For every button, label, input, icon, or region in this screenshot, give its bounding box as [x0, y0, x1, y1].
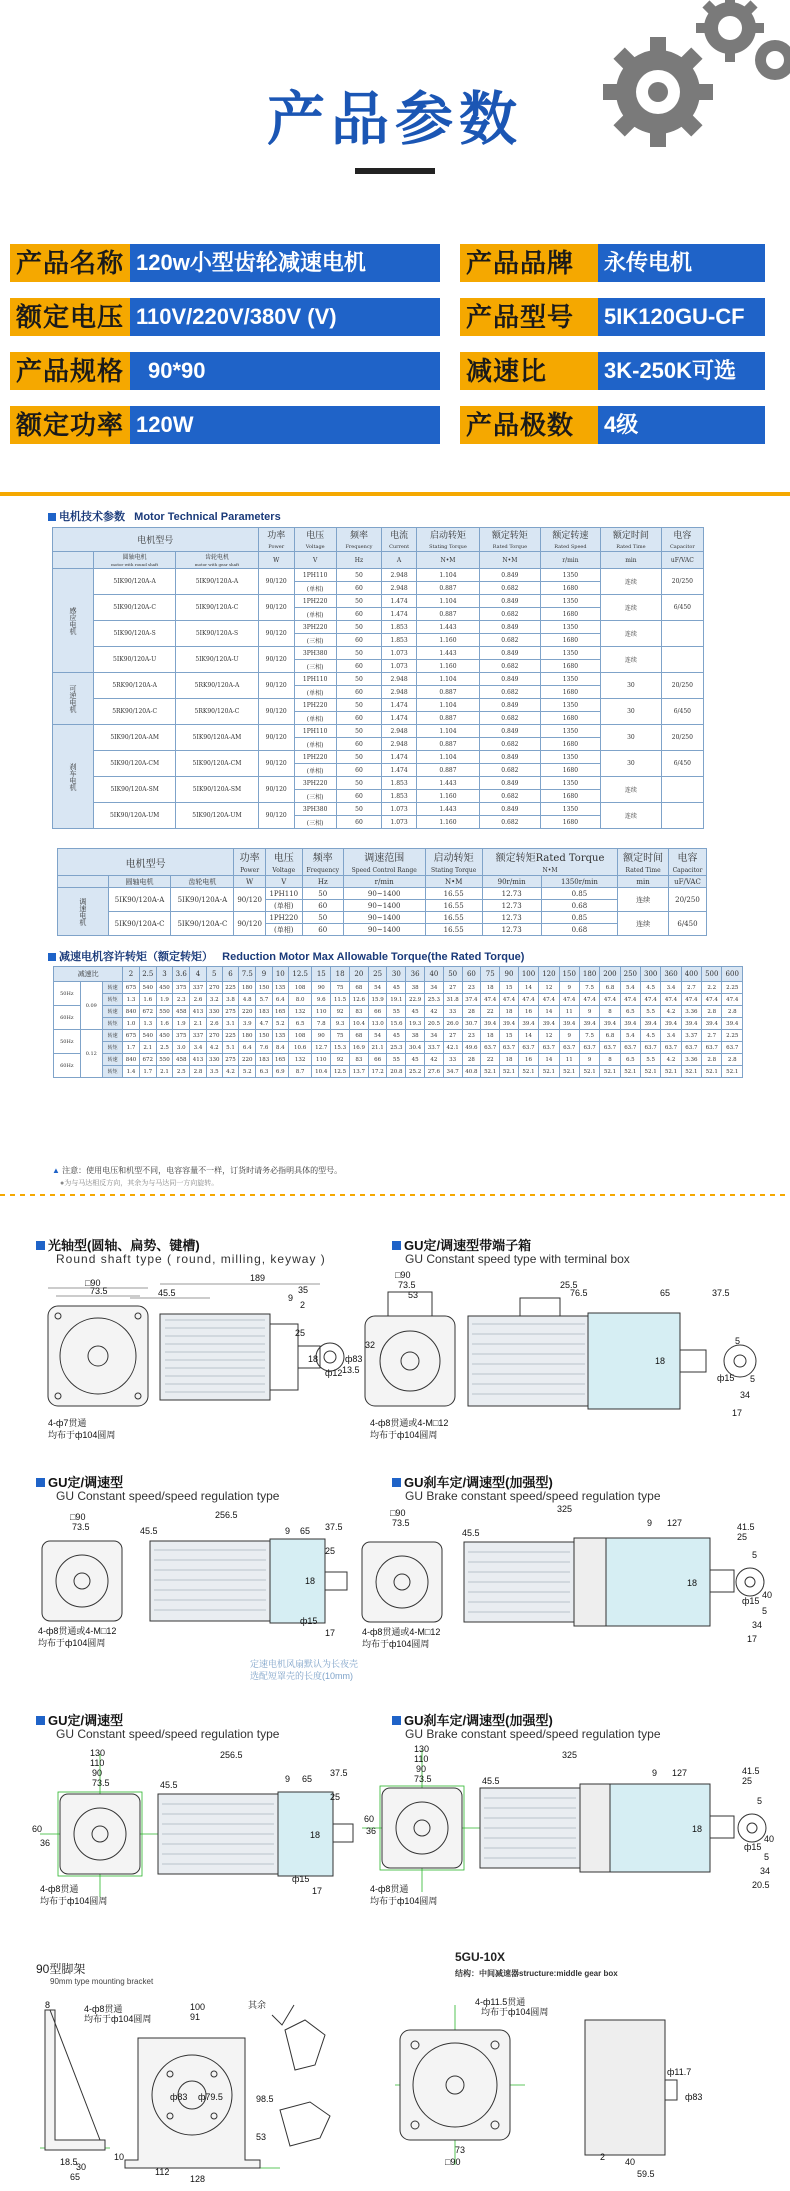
svg-text:127: 127: [667, 1518, 683, 1528]
svg-text:4-ф8贯通: 4-ф8贯通: [40, 1884, 79, 1894]
motor-table-title: 电机技术参数 Motor Technical Parameters: [48, 508, 281, 524]
svg-text:20.5: 20.5: [752, 1880, 770, 1890]
svg-text:73: 73: [455, 2145, 466, 2155]
table-row: (单相) 60 90~1400 16.55 12.73 0.68: [58, 900, 707, 912]
svg-text:ф83: ф83: [345, 1354, 363, 1364]
table-row: (单相) 60 2.948 0.887 0.682 1680: [53, 582, 704, 595]
table-note-2: ●为与马达相反方向，其余为与马达同一方向旋转。: [60, 1180, 219, 1187]
svg-text:189: 189: [250, 1273, 266, 1283]
svg-text:110: 110: [414, 1754, 429, 1764]
table-row: 可逆电机 5RK90/120A-A 5RK90/120A-A 90/120 1PH110 50 2.948 1.104 0.849 1350 30 20/250: [53, 673, 704, 686]
svg-text:37.5: 37.5: [712, 1288, 730, 1298]
drawing-title: 光轴型(圆轴、扁势、键槽): [36, 1235, 200, 1254]
svg-text:均布于ф104圆周: 均布于ф104圆周: [40, 1896, 108, 1906]
spec-label: 产品极数: [460, 406, 598, 444]
svg-text:73.5: 73.5: [414, 1774, 432, 1784]
svg-text:9: 9: [288, 1293, 294, 1303]
svg-text:40: 40: [625, 2157, 636, 2167]
svg-text:4-ф11.5贯通: 4-ф11.5贯通: [475, 1997, 526, 2007]
table-row: 60Hz 转速 840 672 550 458 413 330 275 220 183 165 132 110 92 83 66 55 45 42 33 28 22 18 16 14 11 9 8 6.5 5.5 4.2 3.36 2.8 2.8: [54, 1006, 743, 1018]
drawing-title: GU刹车定/调速型(加强型): [392, 1472, 553, 1491]
table-row: (单相) 60 90~1400 16.55 12.73 0.68: [58, 924, 707, 936]
col-header: 额定时间 Rated Time: [618, 849, 669, 876]
svg-text:130: 130: [414, 1744, 430, 1754]
svg-text:5: 5: [752, 1550, 758, 1560]
speed-control-table: 电机型号 功率 Power 电压 Voltage 频率 Frequency 调速范围 Speed Control Range 启动转矩 Stating Torque 额定转矩Rated Torque N•M 额定时间 Rated Time 电容 Capacitor 圆轴电机 齿轮电机 W V Hz r/min N•M 90r/min 1350r/min min uF/VAC 调速电机 5IK90/120A-A 5IK90/120A-A 90/120 1PH110 50 90~1400 16.55 12.73 0.85 连续 20/250 (单相) 60 90~1400 16.55 12.73 0.68 5IK90/120A-C 5IK90/120A-C 90/120 1PH220 50 90~1400 16.55 12.73 0.85 连续 6/450 (单相) 60 90~1400 16.55 12.73 0.68: [57, 848, 707, 936]
svg-text:36: 36: [366, 1826, 377, 1836]
ratio-header: 180: [579, 967, 599, 982]
ratio-header: 300: [641, 967, 661, 982]
svg-text:32: 32: [365, 1340, 376, 1350]
group-label: 调速电机: [58, 888, 109, 936]
svg-text:34: 34: [752, 1620, 763, 1630]
group-label: 可逆电机: [53, 673, 94, 725]
torque-table: [53, 966, 743, 1078]
svg-text:17: 17: [732, 1408, 743, 1418]
bracket-subtitle: 90mm type mounting bracket: [50, 1977, 154, 1986]
svg-text:18: 18: [308, 1354, 319, 1364]
svg-text:ф83: ф83: [170, 2092, 188, 2102]
svg-text:34: 34: [760, 1866, 771, 1876]
col-header: 电压 Voltage: [294, 528, 336, 552]
col-unit: Hz: [336, 552, 382, 569]
ratio-header: 7.5: [239, 967, 256, 982]
svg-text:73.5: 73.5: [72, 1522, 90, 1532]
svg-text:65: 65: [302, 1774, 313, 1784]
ratio-header: 250: [620, 967, 640, 982]
svg-text:325: 325: [562, 1750, 578, 1760]
spec-label: 产品品牌: [460, 244, 598, 282]
svg-text:30: 30: [76, 2162, 87, 2172]
ratio-header: 20: [349, 967, 368, 982]
table-row: 转矩 1.7 2.1 2.5 3.0 3.4 4.2 5.1 6.4 7.6 8.4 10.6 12.7 15.3 16.9 21.1 25.3 30.4 33.7 42.1 49.6 63.7 63.7 63.7 63.7 63.7 63.7 63.7 63.7 63.7 63.7 63.7 63.7 63.7: [54, 1042, 743, 1054]
ratio-header: 36: [406, 967, 425, 982]
ratio-header: 15: [312, 967, 331, 982]
svg-text:4-ф7贯通: 4-ф7贯通: [48, 1418, 87, 1428]
svg-text:18: 18: [687, 1578, 698, 1588]
spec-value: 3K-250K可选: [598, 352, 765, 390]
spec-value: 4级: [598, 406, 765, 444]
svg-text:53: 53: [408, 1290, 419, 1300]
svg-text:5: 5: [764, 1852, 770, 1862]
ratio-header: 40: [425, 967, 444, 982]
col-header: 频率 Frequency: [302, 849, 343, 876]
ratio-header: 25: [368, 967, 387, 982]
ratio-header: 360: [661, 967, 681, 982]
svg-text:5: 5: [735, 1336, 741, 1346]
table-row: (单相) 60 1.474 0.887 0.682 1680: [53, 764, 704, 777]
svg-text:65: 65: [300, 1526, 311, 1536]
ratio-header: 2: [123, 967, 139, 982]
svg-text:18.5: 18.5: [60, 2157, 78, 2167]
svg-text:13.5: 13.5: [342, 1365, 360, 1375]
table-row: (三相) 60 1.853 1.160 0.682 1680: [53, 790, 704, 803]
ratio-header: 150: [559, 967, 579, 982]
ratio-header: 120: [539, 967, 559, 982]
ratio-header: 5: [206, 967, 222, 982]
col-header: 启动转矩 Stating Torque: [416, 528, 479, 552]
svg-text:18: 18: [692, 1824, 703, 1834]
spec-value: 110V/220V/380V (V): [130, 298, 440, 336]
col-unit: W: [258, 552, 294, 569]
col-header: 电容 Capacitor: [668, 849, 706, 876]
spec-label: 产品规格: [10, 352, 130, 390]
drawing-bracket: [30, 1990, 340, 2185]
col-header: 调速范围 Speed Control Range: [343, 849, 425, 876]
svg-text:10: 10: [114, 2152, 125, 2162]
svg-text:40: 40: [764, 1834, 775, 1844]
table-row: (单相) 60 2.948 0.887 0.682 1680: [53, 738, 704, 751]
drawing-subtitle: GU Brake constant speed/speed regulation type: [405, 1727, 661, 1741]
ratio-header: 10: [272, 967, 288, 982]
ratio-header: 500: [702, 967, 722, 982]
gearbox-subtitle: 结构：中间减速器structure:middle gear box: [455, 1969, 618, 1978]
col-header: 电机型号: [58, 849, 234, 876]
svg-text:73.5: 73.5: [398, 1280, 416, 1290]
svg-text:□90: □90: [85, 1278, 101, 1288]
divider: [0, 492, 790, 496]
table-row: 感应电机 5IK90/120A-A 5IK90/120A-A 90/120 1PH110 50 2.948 1.104 0.849 1350 连续 20/250: [53, 569, 704, 582]
spec-row: [460, 352, 765, 390]
svg-text:ф15: ф15: [300, 1616, 318, 1626]
col-header: 电容 Capacitor: [661, 528, 703, 552]
ratio-header: 400: [681, 967, 701, 982]
table-row: 转矩 1.4 1.7 2.1 2.5 2.8 3.5 4.2 5.2 6.3 6.9 8.7 10.4 12.5 13.7 17.2 20.8 25.2 27.6 34.7 40.8 52.1 52.1 52.1 52.1 52.1 52.1 52.1 52.1 52.1 52.1 52.1 52.1 52.1: [54, 1066, 743, 1078]
svg-text:4-ф8贯通: 4-ф8贯通: [370, 1884, 409, 1894]
svg-text:256.5: 256.5: [215, 1510, 238, 1520]
svg-text:35: 35: [298, 1285, 309, 1295]
motor-spec-table: [52, 527, 704, 829]
svg-text:59.5: 59.5: [637, 2169, 655, 2179]
drawing-subtitle: GU Brake constant speed/speed regulation type: [405, 1489, 661, 1503]
svg-text:256.5: 256.5: [220, 1750, 243, 1760]
svg-text:5: 5: [750, 1374, 756, 1384]
table-row: 刹车电机 5IK90/120A-AM 5IK90/120A-AM 90/120 1PH110 50 2.948 1.104 0.849 1350 30 20/250: [53, 725, 704, 738]
drawing-title: GU定/调速型带端子箱: [392, 1235, 531, 1254]
ratio-header: 3.6: [173, 967, 190, 982]
svg-text:25: 25: [737, 1532, 748, 1542]
col-header: 减速比: [54, 967, 123, 982]
col-header: 额定时间 Rated Time: [601, 528, 662, 552]
table-row: 调速电机 5IK90/120A-A 5IK90/120A-A 90/120 1PH110 50 90~1400 16.55 12.73 0.85 连续 20/250: [58, 888, 707, 900]
drawing-brake: [352, 1500, 782, 1660]
ratio-header: 6: [222, 967, 238, 982]
svg-text:76.5: 76.5: [570, 1288, 588, 1298]
svg-text:25: 25: [742, 1776, 753, 1786]
drawing-brake-2: [362, 1742, 782, 1912]
svg-text:18: 18: [655, 1356, 666, 1366]
svg-text:25: 25: [295, 1328, 306, 1338]
ratio-header: 90: [500, 967, 519, 982]
spec-panel: [0, 236, 790, 454]
svg-text:17: 17: [312, 1886, 323, 1896]
svg-text:均布于ф104圆周: 均布于ф104圆周: [48, 1430, 116, 1440]
ratio-header: 3: [156, 967, 172, 982]
svg-text:ф11.7: ф11.7: [667, 2067, 692, 2077]
spec-label: 额定电压: [10, 298, 130, 336]
svg-text:91: 91: [190, 2012, 201, 2022]
table-note: ▲ 注意：使用电压和机型不同，电容容量不一样，订货时请务必指明具体的型号。: [52, 1166, 343, 1175]
svg-text:45.5: 45.5: [462, 1528, 480, 1538]
ratio-header: 30: [387, 967, 406, 982]
col-subheader: 齿轮电机 motor with gear shaft: [176, 552, 258, 569]
svg-text:均布于ф104圆周: 均布于ф104圆周: [370, 1430, 438, 1440]
svg-text:2: 2: [300, 1300, 306, 1310]
table-row: 5IK90/120A-C 5IK90/120A-C 90/120 1PH220 50 1.474 1.104 0.849 1350 连续 6/450: [53, 595, 704, 608]
spec-row: [10, 352, 440, 390]
svg-text:65: 65: [70, 2172, 81, 2182]
spec-label: 产品型号: [460, 298, 598, 336]
svg-text:□90: □90: [395, 1270, 411, 1280]
spec-row: [10, 406, 440, 444]
table-row: 5IK90/120A-UM 5IK90/120A-UM 90/120 3PH380 50 1.073 1.443 0.849 1350 连续: [53, 803, 704, 816]
col-header: 额定转矩 Rated Torque: [480, 528, 541, 552]
spec-label: 产品名称: [10, 244, 130, 282]
col-header: 额定转速 Rated Speed: [540, 528, 601, 552]
svg-text:均布于ф104圆周: 均布于ф104圆周: [84, 2014, 152, 2024]
svg-text:9: 9: [647, 1518, 653, 1528]
group-label: 感应电机: [53, 569, 94, 673]
svg-text:ф15: ф15: [292, 1874, 310, 1884]
fan-note: 定速电机风扇默认为长夜壳 选配短罩壳的长度(10mm): [250, 1659, 359, 1681]
ratio-header: 100: [518, 967, 538, 982]
svg-text:45.5: 45.5: [140, 1526, 158, 1536]
svg-text:均布于ф104圆周: 均布于ф104圆周: [370, 1896, 438, 1906]
col-unit: V: [294, 552, 336, 569]
col-unit: r/min: [540, 552, 601, 569]
col-header: 功率 Power: [234, 849, 266, 876]
svg-text:18: 18: [310, 1830, 321, 1840]
svg-text:40: 40: [762, 1590, 773, 1600]
page-title: 产品参数: [266, 87, 523, 152]
svg-text:均布于ф104圆周: 均布于ф104圆周: [362, 1639, 430, 1649]
spec-row: [460, 244, 765, 282]
svg-text:18: 18: [305, 1576, 316, 1586]
drawing-round-shaft: [40, 1268, 363, 1446]
svg-text:ф15: ф15: [742, 1596, 760, 1606]
svg-text:17: 17: [325, 1628, 336, 1638]
col-header: 启动转矩 Stating Torque: [425, 849, 482, 876]
svg-text:4-ф8贯通或4-M□12: 4-ф8贯通或4-M□12: [370, 1418, 449, 1428]
svg-text:4-ф8贯通: 4-ф8贯通: [84, 2004, 123, 2014]
svg-text:36: 36: [40, 1838, 51, 1848]
title-underline: [355, 168, 435, 174]
table-row: 转矩 1.3 1.6 1.9 2.3 2.6 3.2 3.8 4.8 5.7 6.4 8.0 9.6 11.5 12.6 15.9 19.1 22.9 25.3 31.8 37.4 47.4 47.4 47.4 47.4 47.4 47.4 47.4 47.4 47.4 47.4 47.4 47.4 47.4: [54, 994, 743, 1006]
drawing-constant-speed-2: [30, 1742, 360, 1912]
svg-text:ф12: ф12: [325, 1368, 343, 1378]
svg-text:73.5: 73.5: [90, 1286, 108, 1296]
svg-text:25: 25: [325, 1546, 336, 1556]
col-header: 频率 Frequency: [336, 528, 382, 552]
svg-text:均布于ф104圆周: 均布于ф104圆周: [481, 2007, 549, 2017]
svg-text:9: 9: [285, 1774, 291, 1784]
svg-text:37.5: 37.5: [325, 1522, 343, 1532]
svg-text:37.5: 37.5: [330, 1768, 348, 1778]
svg-text:5: 5: [757, 1796, 763, 1806]
spec-value: 永传电机: [598, 244, 765, 282]
svg-text:60: 60: [32, 1824, 43, 1834]
svg-text:□90: □90: [390, 1508, 406, 1518]
table-row: 5IK90/120A-U 5IK90/120A-U 90/120 3PH380 50 1.073 1.443 0.849 1350 连续: [53, 647, 704, 660]
svg-text:325: 325: [557, 1504, 573, 1514]
ratio-header: 18: [331, 967, 350, 982]
table-row: 转矩 1.0 1.3 1.6 1.9 2.1 2.6 3.1 3.9 4.7 5.2 6.5 7.8 9.3 10.4 13.0 15.6 19.3 20.5 26.0 30.7 39.4 39.4 39.4 39.4 39.4 39.4 39.4 39.4 39.4 39.4 39.4 39.4 39.4: [54, 1018, 743, 1030]
ratio-header: 75: [481, 967, 500, 982]
svg-text:90: 90: [92, 1768, 103, 1778]
bracket-title: 90型脚架: [36, 1962, 86, 1976]
drawing-constant-speed: [30, 1506, 360, 1656]
spec-value: 120w小型齿轮减速电机: [130, 244, 440, 282]
spec-value: 120W: [130, 406, 440, 444]
spec-label: 减速比: [460, 352, 598, 390]
col-header: 电流 Current: [382, 528, 416, 552]
svg-text:98.5: 98.5: [256, 2094, 274, 2104]
table-row: (三相) 60 1.073 1.160 0.682 1680: [53, 816, 704, 829]
svg-text:4-ф8贯通或4-M□12: 4-ф8贯通或4-M□12: [38, 1626, 117, 1636]
table-row: 5IK90/120A-SM 5IK90/120A-SM 90/120 3PH220 50 1.853 1.443 0.849 1350 连续: [53, 777, 704, 790]
table-row: (单相) 60 1.474 0.887 0.682 1680: [53, 608, 704, 621]
svg-text:8: 8: [45, 2000, 51, 2010]
svg-text:41.5: 41.5: [737, 1522, 755, 1532]
drawing-subtitle: GU Constant speed/speed regulation type: [56, 1727, 280, 1741]
svg-text:73.5: 73.5: [392, 1518, 410, 1528]
svg-text:41.5: 41.5: [742, 1766, 760, 1776]
group-label: 刹车电机: [53, 725, 94, 829]
svg-text:□90: □90: [70, 1512, 86, 1522]
col-unit: min: [601, 552, 662, 569]
drawing-subtitle: GU Constant speed type with terminal box: [405, 1252, 630, 1266]
svg-text:127: 127: [672, 1768, 688, 1778]
col-unit: uF/VAC: [661, 552, 703, 569]
table-row: (三相) 60 1.073 1.160 0.682 1680: [53, 660, 704, 673]
svg-text:60: 60: [364, 1814, 375, 1824]
svg-text:90: 90: [416, 1764, 427, 1774]
svg-text:25.5: 25.5: [560, 1280, 578, 1290]
svg-text:130: 130: [90, 1748, 106, 1758]
col-unit: N•M: [416, 552, 479, 569]
table-row: 5IK90/120A-CM 5IK90/120A-CM 90/120 1PH220 50 1.474 1.104 0.849 1350 30 6/450: [53, 751, 704, 764]
svg-text:45.5: 45.5: [158, 1288, 176, 1298]
svg-text:ф15: ф15: [717, 1373, 735, 1383]
col-header: 电机型号: [53, 528, 259, 552]
svg-text:2: 2: [600, 2152, 606, 2162]
svg-text:ф83: ф83: [685, 2092, 703, 2102]
dotted-divider: [0, 1194, 790, 1196]
col-header: 电压 Voltage: [265, 849, 302, 876]
svg-text:73.5: 73.5: [92, 1778, 110, 1788]
svg-text:110: 110: [90, 1758, 105, 1768]
table-row: 60Hz 转速 840 672 550 458 413 330 275 220 183 165 132 110 92 83 66 55 45 42 33 28 22 18 16 14 11 9 8 6.5 5.5 4.2 3.36 2.8 2.8: [54, 1054, 743, 1066]
col-subheader: 圆轴电机 motor with round shaft: [94, 552, 176, 569]
svg-text:53: 53: [256, 2132, 267, 2142]
svg-text:4-ф8贯通或4-M□12: 4-ф8贯通或4-M□12: [362, 1627, 441, 1637]
ratio-header: 600: [722, 967, 743, 982]
svg-text:均布于ф104圆周: 均布于ф104圆周: [38, 1638, 106, 1648]
table-row: (三相) 60 1.853 1.160 0.682 1680: [53, 634, 704, 647]
table-row: 5IK90/120A-C 5IK90/120A-C 90/120 1PH220 50 90~1400 16.55 12.73 0.85 连续 6/450: [58, 912, 707, 924]
spec-row: [460, 406, 765, 444]
table-row: 5IK90/120A-S 5IK90/120A-S 90/120 3PH220 50 1.853 1.443 0.849 1350 连续: [53, 621, 704, 634]
col-unit: A: [382, 552, 416, 569]
table-row: 50Hz 0.12 转速 675 540 450 375 337 270 225 180 150 135 108 90 75 68 54 45 38 34 27 23 18 15 14 12 9 7.5 6.8 5.4 4.5 3.4 3.37 2.7 2.25: [54, 1030, 743, 1042]
svg-text:9: 9: [285, 1526, 291, 1536]
spec-value: 5IK120GU-CF: [598, 298, 765, 336]
svg-text:100: 100: [190, 2002, 206, 2012]
col-unit: N•M: [480, 552, 541, 569]
spec-row: [10, 298, 440, 336]
drawing-subtitle: Round shaft type ( round, milling, keyway ): [56, 1252, 326, 1266]
svg-text:34: 34: [740, 1390, 751, 1400]
table-row: (单相) 60 1.474 0.887 0.682 1680: [53, 712, 704, 725]
drawing-gearbox: [395, 1985, 785, 2185]
table-row: 50Hz 0.09 转速 675 540 450 375 337 270 225 180 150 135 108 90 75 68 54 45 38 34 27 23 18 15 14 12 9 7.5 6.8 5.4 4.5 3.4 2.7 2.2 2.25: [54, 982, 743, 994]
ratio-header: 50: [443, 967, 462, 982]
gearbox-title: 5GU-10X: [455, 1950, 506, 1964]
svg-text:112: 112: [155, 2167, 170, 2177]
ratio-header: 200: [600, 967, 620, 982]
drawing-title: GU定/调速型: [36, 1472, 123, 1491]
ratio-header: 12.5: [288, 967, 312, 982]
table-row: 5RK90/120A-C 5RK90/120A-C 90/120 1PH220 50 1.474 1.104 0.849 1350 30 6/450: [53, 699, 704, 712]
svg-text:ф15: ф15: [744, 1842, 762, 1852]
spec-value: 90*90: [130, 352, 440, 390]
spec-label: 额定功率: [10, 406, 130, 444]
ratio-header: 9: [256, 967, 272, 982]
svg-text:ф79.5: ф79.5: [198, 2092, 223, 2102]
svg-text:17: 17: [747, 1634, 758, 1644]
drawing-terminal-box: [360, 1268, 780, 1446]
drawing-title: GU定/调速型: [36, 1710, 123, 1729]
ratio-header: 60: [462, 967, 481, 982]
svg-text:25: 25: [330, 1792, 341, 1802]
svg-text:5: 5: [762, 1606, 768, 1616]
svg-text:65: 65: [660, 1288, 671, 1298]
svg-text:45.5: 45.5: [482, 1776, 500, 1786]
drawing-subtitle: GU Constant speed/speed regulation type: [56, 1489, 280, 1503]
ratio-header: 2.5: [139, 967, 156, 982]
svg-text:□90: □90: [445, 2157, 461, 2167]
table-row: (单相) 60 2.948 0.887 0.682 1680: [53, 686, 704, 699]
roughness-label: 其余: [248, 2000, 267, 2010]
col-header: 额定转矩Rated Torque N•M: [482, 849, 618, 876]
svg-text:128: 128: [190, 2174, 206, 2184]
spec-row: [460, 298, 765, 336]
svg-text:9: 9: [652, 1768, 658, 1778]
drawing-title: GU刹车定/调速型(加强型): [392, 1710, 553, 1729]
col-header: 功率 Power: [258, 528, 294, 552]
svg-text:45.5: 45.5: [160, 1780, 178, 1790]
ratio-header: 4: [190, 967, 206, 982]
spec-row: [10, 244, 440, 282]
torque-table-title: 减速电机容许转矩（额定转矩） Reduction Motor Max Allowable Torque(the Rated Torque): [48, 948, 524, 964]
